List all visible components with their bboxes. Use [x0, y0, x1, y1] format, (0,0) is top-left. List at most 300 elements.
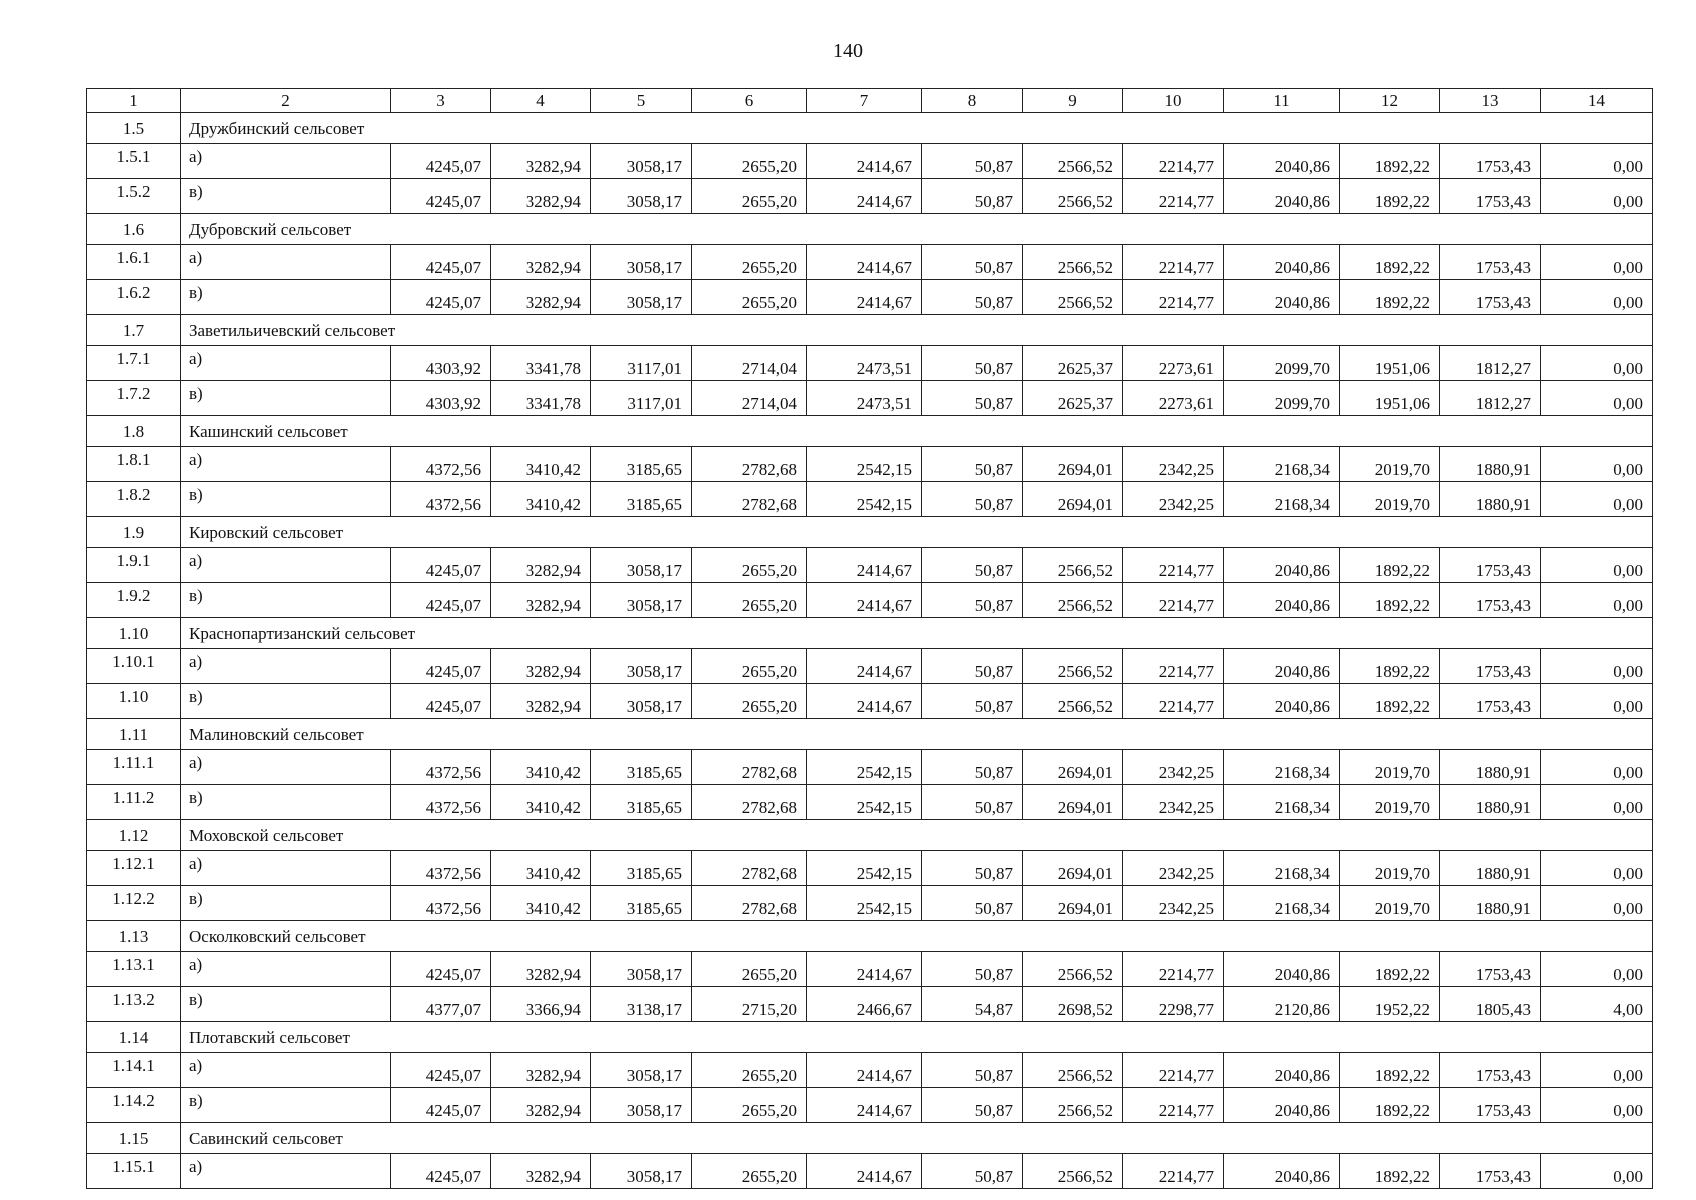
table-row — [87, 280, 1653, 315]
value-cell: 1892,22 — [1340, 649, 1440, 684]
value-cell: 2414,67 — [807, 144, 922, 179]
value-cell: 1880,91 — [1440, 886, 1541, 921]
value-cell: 2782,68 — [692, 482, 807, 517]
value-cell: 2655,20 — [692, 548, 807, 583]
table-row — [87, 987, 1653, 1022]
value-cell: 2414,67 — [807, 684, 922, 719]
row-label: в) — [181, 1088, 391, 1123]
value-cell: 50,87 — [922, 144, 1023, 179]
row-label: а) — [181, 1154, 391, 1189]
column-header: 4 — [491, 89, 591, 113]
value-cell: 0,00 — [1541, 886, 1653, 921]
value-cell: 2214,77 — [1123, 179, 1224, 214]
value-cell: 3282,94 — [491, 583, 591, 618]
value-cell: 2694,01 — [1023, 750, 1123, 785]
section-number: 1.10 — [87, 618, 181, 649]
section-row — [87, 416, 1653, 447]
value-cell: 3282,94 — [491, 280, 591, 315]
value-cell: 2214,77 — [1123, 1154, 1224, 1189]
value-cell: 1753,43 — [1440, 684, 1541, 719]
table-row — [87, 1154, 1653, 1189]
row-label: а) — [181, 245, 391, 280]
value-cell: 2566,52 — [1023, 144, 1123, 179]
row-label: а) — [181, 1053, 391, 1088]
value-cell: 2040,86 — [1224, 1088, 1340, 1123]
value-cell: 2566,52 — [1023, 952, 1123, 987]
value-cell: 50,87 — [922, 750, 1023, 785]
value-cell: 0,00 — [1541, 245, 1653, 280]
value-cell: 50,87 — [922, 952, 1023, 987]
value-cell: 1892,22 — [1340, 245, 1440, 280]
section-title: Моховской сельсовет — [181, 820, 1653, 851]
value-cell: 3341,78 — [491, 381, 591, 416]
value-cell: 3282,94 — [491, 245, 591, 280]
value-cell: 2566,52 — [1023, 583, 1123, 618]
column-header: 5 — [591, 89, 692, 113]
value-cell: 2714,04 — [692, 346, 807, 381]
value-cell: 4245,07 — [391, 548, 491, 583]
value-cell: 3282,94 — [491, 649, 591, 684]
value-cell: 1892,22 — [1340, 583, 1440, 618]
value-cell: 2040,86 — [1224, 548, 1340, 583]
value-cell: 50,87 — [922, 1154, 1023, 1189]
value-cell: 2019,70 — [1340, 750, 1440, 785]
table-row — [87, 750, 1653, 785]
table-row — [87, 548, 1653, 583]
value-cell: 2542,15 — [807, 750, 922, 785]
value-cell: 2214,77 — [1123, 1088, 1224, 1123]
section-number: 1.9 — [87, 517, 181, 548]
row-number: 1.14.1 — [87, 1053, 181, 1088]
value-cell: 50,87 — [922, 851, 1023, 886]
row-number: 1.11.2 — [87, 785, 181, 820]
section-title: Кашинский сельсовет — [181, 416, 1653, 447]
value-cell: 2168,34 — [1224, 886, 1340, 921]
value-cell: 2782,68 — [692, 785, 807, 820]
value-cell: 3058,17 — [591, 649, 692, 684]
value-cell: 50,87 — [922, 649, 1023, 684]
column-header: 11 — [1224, 89, 1340, 113]
value-cell: 0,00 — [1541, 346, 1653, 381]
value-cell: 3058,17 — [591, 583, 692, 618]
section-title: Краснопартизанский сельсовет — [181, 618, 1653, 649]
value-cell: 0,00 — [1541, 649, 1653, 684]
column-header: 1 — [87, 89, 181, 113]
section-row — [87, 214, 1653, 245]
row-number: 1.6.2 — [87, 280, 181, 315]
value-cell: 2782,68 — [692, 447, 807, 482]
value-cell: 4245,07 — [391, 179, 491, 214]
value-cell: 3058,17 — [591, 548, 692, 583]
row-label: а) — [181, 851, 391, 886]
value-cell: 4372,56 — [391, 750, 491, 785]
value-cell: 2342,25 — [1123, 750, 1224, 785]
value-cell: 2698,52 — [1023, 987, 1123, 1022]
value-cell: 2342,25 — [1123, 851, 1224, 886]
value-cell: 1880,91 — [1440, 482, 1541, 517]
value-cell: 1753,43 — [1440, 952, 1541, 987]
value-cell: 0,00 — [1541, 851, 1653, 886]
value-cell: 0,00 — [1541, 785, 1653, 820]
section-title: Малиновский сельсовет — [181, 719, 1653, 750]
value-cell: 2040,86 — [1224, 1154, 1340, 1189]
row-number: 1.7.2 — [87, 381, 181, 416]
row-label: в) — [181, 886, 391, 921]
value-cell: 3185,65 — [591, 482, 692, 517]
value-cell: 2655,20 — [692, 144, 807, 179]
value-cell: 2414,67 — [807, 1053, 922, 1088]
section-row — [87, 618, 1653, 649]
value-cell: 3410,42 — [491, 447, 591, 482]
value-cell: 2168,34 — [1224, 447, 1340, 482]
value-cell: 3282,94 — [491, 179, 591, 214]
value-cell: 1880,91 — [1440, 447, 1541, 482]
value-cell: 2782,68 — [692, 750, 807, 785]
value-cell: 2655,20 — [692, 280, 807, 315]
row-number: 1.11.1 — [87, 750, 181, 785]
value-cell: 4372,56 — [391, 785, 491, 820]
value-cell: 2040,86 — [1224, 952, 1340, 987]
value-cell: 4372,56 — [391, 851, 491, 886]
value-cell: 2040,86 — [1224, 179, 1340, 214]
value-cell: 2566,52 — [1023, 1088, 1123, 1123]
value-cell: 2342,25 — [1123, 447, 1224, 482]
column-header: 7 — [807, 89, 922, 113]
section-row — [87, 921, 1653, 952]
value-cell: 2214,77 — [1123, 1053, 1224, 1088]
table-body — [87, 89, 1653, 1189]
table-row — [87, 144, 1653, 179]
value-cell: 50,87 — [922, 381, 1023, 416]
row-number: 1.12.2 — [87, 886, 181, 921]
value-cell: 0,00 — [1541, 952, 1653, 987]
value-cell: 50,87 — [922, 280, 1023, 315]
value-cell: 2214,77 — [1123, 649, 1224, 684]
value-cell: 2466,67 — [807, 987, 922, 1022]
value-cell: 3410,42 — [491, 851, 591, 886]
section-row — [87, 1123, 1653, 1154]
value-cell: 1812,27 — [1440, 381, 1541, 416]
value-cell: 2414,67 — [807, 1154, 922, 1189]
value-cell: 2168,34 — [1224, 750, 1340, 785]
value-cell: 1892,22 — [1340, 179, 1440, 214]
value-cell: 3058,17 — [591, 684, 692, 719]
value-cell: 2214,77 — [1123, 245, 1224, 280]
column-header: 9 — [1023, 89, 1123, 113]
value-cell: 1753,43 — [1440, 245, 1541, 280]
value-cell: 0,00 — [1541, 684, 1653, 719]
value-cell: 1892,22 — [1340, 1154, 1440, 1189]
value-cell: 4303,92 — [391, 381, 491, 416]
row-number: 1.12.1 — [87, 851, 181, 886]
row-label: а) — [181, 952, 391, 987]
section-row — [87, 517, 1653, 548]
row-label: в) — [181, 381, 391, 416]
value-cell: 4245,07 — [391, 1154, 491, 1189]
value-cell: 2414,67 — [807, 548, 922, 583]
section-title: Плотавский сельсовет — [181, 1022, 1653, 1053]
value-cell: 1892,22 — [1340, 684, 1440, 719]
value-cell: 2214,77 — [1123, 583, 1224, 618]
table-row — [87, 886, 1653, 921]
value-cell: 2625,37 — [1023, 346, 1123, 381]
value-cell: 2414,67 — [807, 245, 922, 280]
value-cell: 1880,91 — [1440, 785, 1541, 820]
value-cell: 2694,01 — [1023, 447, 1123, 482]
section-row — [87, 719, 1653, 750]
value-cell: 2566,52 — [1023, 245, 1123, 280]
value-cell: 2040,86 — [1224, 144, 1340, 179]
table-row — [87, 179, 1653, 214]
section-number: 1.7 — [87, 315, 181, 346]
value-cell: 2040,86 — [1224, 649, 1340, 684]
row-label: а) — [181, 447, 391, 482]
value-cell: 50,87 — [922, 684, 1023, 719]
value-cell: 2655,20 — [692, 1053, 807, 1088]
value-cell: 4245,07 — [391, 1053, 491, 1088]
value-cell: 1880,91 — [1440, 851, 1541, 886]
row-label: в) — [181, 583, 391, 618]
value-cell: 2414,67 — [807, 952, 922, 987]
column-header: 2 — [181, 89, 391, 113]
value-cell: 1892,22 — [1340, 548, 1440, 583]
row-label: в) — [181, 482, 391, 517]
value-cell: 4245,07 — [391, 280, 491, 315]
value-cell: 0,00 — [1541, 447, 1653, 482]
value-cell: 2214,77 — [1123, 952, 1224, 987]
column-header: 10 — [1123, 89, 1224, 113]
value-cell: 2273,61 — [1123, 381, 1224, 416]
row-number: 1.13.2 — [87, 987, 181, 1022]
value-cell: 3117,01 — [591, 346, 692, 381]
row-number: 1.7.1 — [87, 346, 181, 381]
value-cell: 2214,77 — [1123, 684, 1224, 719]
value-cell: 50,87 — [922, 886, 1023, 921]
value-cell: 2019,70 — [1340, 785, 1440, 820]
value-cell: 3282,94 — [491, 684, 591, 719]
value-cell: 3282,94 — [491, 1154, 591, 1189]
value-cell: 2655,20 — [692, 952, 807, 987]
value-cell: 3410,42 — [491, 750, 591, 785]
section-title: Дружбинский сельсовет — [181, 113, 1653, 144]
value-cell: 2542,15 — [807, 482, 922, 517]
section-row — [87, 315, 1653, 346]
value-cell: 2342,25 — [1123, 482, 1224, 517]
value-cell: 3185,65 — [591, 886, 692, 921]
row-label: а) — [181, 346, 391, 381]
row-label: а) — [181, 548, 391, 583]
section-row — [87, 1022, 1653, 1053]
page-number: 140 — [833, 40, 863, 62]
value-cell: 1753,43 — [1440, 144, 1541, 179]
value-cell: 3282,94 — [491, 1088, 591, 1123]
value-cell: 0,00 — [1541, 548, 1653, 583]
value-cell: 2414,67 — [807, 179, 922, 214]
value-cell: 3282,94 — [491, 952, 591, 987]
value-cell: 2542,15 — [807, 886, 922, 921]
table-row — [87, 346, 1653, 381]
value-cell: 4245,07 — [391, 245, 491, 280]
value-cell: 3185,65 — [591, 785, 692, 820]
row-label: в) — [181, 280, 391, 315]
value-cell: 2298,77 — [1123, 987, 1224, 1022]
value-cell: 2099,70 — [1224, 346, 1340, 381]
row-number: 1.5.2 — [87, 179, 181, 214]
value-cell: 2542,15 — [807, 447, 922, 482]
value-cell: 50,87 — [922, 583, 1023, 618]
value-cell: 2655,20 — [692, 684, 807, 719]
value-cell: 2566,52 — [1023, 179, 1123, 214]
value-cell: 4,00 — [1541, 987, 1653, 1022]
value-cell: 50,87 — [922, 447, 1023, 482]
row-number: 1.15.1 — [87, 1154, 181, 1189]
value-cell: 2414,67 — [807, 649, 922, 684]
value-cell: 2414,67 — [807, 583, 922, 618]
value-cell: 3117,01 — [591, 381, 692, 416]
value-cell: 4245,07 — [391, 144, 491, 179]
value-cell: 2040,86 — [1224, 684, 1340, 719]
row-number: 1.8.2 — [87, 482, 181, 517]
value-cell: 2694,01 — [1023, 851, 1123, 886]
column-header: 8 — [922, 89, 1023, 113]
table-row — [87, 649, 1653, 684]
value-cell: 0,00 — [1541, 1053, 1653, 1088]
value-cell: 2214,77 — [1123, 548, 1224, 583]
table-row — [87, 851, 1653, 886]
row-number: 1.6.1 — [87, 245, 181, 280]
value-cell: 2655,20 — [692, 583, 807, 618]
value-cell: 1753,43 — [1440, 548, 1541, 583]
value-cell: 4377,07 — [391, 987, 491, 1022]
value-cell: 2782,68 — [692, 886, 807, 921]
value-cell: 2694,01 — [1023, 785, 1123, 820]
value-cell: 1753,43 — [1440, 649, 1541, 684]
value-cell: 3410,42 — [491, 785, 591, 820]
value-cell: 2625,37 — [1023, 381, 1123, 416]
section-number: 1.6 — [87, 214, 181, 245]
value-cell: 1892,22 — [1340, 1088, 1440, 1123]
value-cell: 2019,70 — [1340, 447, 1440, 482]
value-cell: 3410,42 — [491, 482, 591, 517]
row-number: 1.13.1 — [87, 952, 181, 987]
section-title: Дубровский сельсовет — [181, 214, 1653, 245]
value-cell: 50,87 — [922, 548, 1023, 583]
value-cell: 3282,94 — [491, 1053, 591, 1088]
value-cell: 2168,34 — [1224, 785, 1340, 820]
value-cell: 2473,51 — [807, 346, 922, 381]
value-cell: 0,00 — [1541, 583, 1653, 618]
value-cell: 2019,70 — [1340, 851, 1440, 886]
value-cell: 3058,17 — [591, 280, 692, 315]
value-cell: 3185,65 — [591, 750, 692, 785]
value-cell: 54,87 — [922, 987, 1023, 1022]
value-cell: 3282,94 — [491, 144, 591, 179]
value-cell: 2566,52 — [1023, 684, 1123, 719]
value-cell: 0,00 — [1541, 750, 1653, 785]
value-cell: 4245,07 — [391, 684, 491, 719]
table-row — [87, 447, 1653, 482]
row-number: 1.10 — [87, 684, 181, 719]
value-cell: 2566,52 — [1023, 649, 1123, 684]
value-cell: 1812,27 — [1440, 346, 1541, 381]
value-cell: 4303,92 — [391, 346, 491, 381]
section-number: 1.15 — [87, 1123, 181, 1154]
row-number: 1.5.1 — [87, 144, 181, 179]
row-label: в) — [181, 684, 391, 719]
section-row — [87, 820, 1653, 851]
value-cell: 50,87 — [922, 245, 1023, 280]
value-cell: 2566,52 — [1023, 280, 1123, 315]
value-cell: 4245,07 — [391, 583, 491, 618]
row-label: а) — [181, 750, 391, 785]
row-label: в) — [181, 179, 391, 214]
value-cell: 3058,17 — [591, 179, 692, 214]
value-cell: 2655,20 — [692, 1154, 807, 1189]
section-number: 1.8 — [87, 416, 181, 447]
value-cell: 2040,86 — [1224, 245, 1340, 280]
value-cell: 2040,86 — [1224, 280, 1340, 315]
value-cell: 3058,17 — [591, 952, 692, 987]
value-cell: 50,87 — [922, 785, 1023, 820]
value-cell: 50,87 — [922, 482, 1023, 517]
value-cell: 2566,52 — [1023, 1154, 1123, 1189]
value-cell: 0,00 — [1541, 1088, 1653, 1123]
table-row — [87, 684, 1653, 719]
value-cell: 2019,70 — [1340, 886, 1440, 921]
column-header: 3 — [391, 89, 491, 113]
value-cell: 50,87 — [922, 346, 1023, 381]
value-cell: 3058,17 — [591, 245, 692, 280]
value-cell: 2214,77 — [1123, 280, 1224, 315]
row-label: а) — [181, 144, 391, 179]
value-cell: 2342,25 — [1123, 785, 1224, 820]
table-row — [87, 1053, 1653, 1088]
column-header: 6 — [692, 89, 807, 113]
value-cell: 1892,22 — [1340, 1053, 1440, 1088]
value-cell: 1753,43 — [1440, 1154, 1541, 1189]
table-row — [87, 245, 1653, 280]
value-cell: 1805,43 — [1440, 987, 1541, 1022]
section-title: Савинский сельсовет — [181, 1123, 1653, 1154]
value-cell: 50,87 — [922, 1088, 1023, 1123]
row-label: в) — [181, 785, 391, 820]
value-cell: 0,00 — [1541, 144, 1653, 179]
value-cell: 2715,20 — [692, 987, 807, 1022]
value-cell: 2655,20 — [692, 245, 807, 280]
value-cell: 3058,17 — [591, 144, 692, 179]
value-cell: 2168,34 — [1224, 482, 1340, 517]
column-header-row — [87, 89, 1653, 113]
value-cell: 1753,43 — [1440, 1053, 1541, 1088]
value-cell: 1951,06 — [1340, 381, 1440, 416]
column-header: 13 — [1440, 89, 1541, 113]
value-cell: 2168,34 — [1224, 851, 1340, 886]
section-number: 1.13 — [87, 921, 181, 952]
value-cell: 3058,17 — [591, 1053, 692, 1088]
value-cell: 2214,77 — [1123, 144, 1224, 179]
value-cell: 2040,86 — [1224, 1053, 1340, 1088]
value-cell: 0,00 — [1541, 482, 1653, 517]
value-cell: 2694,01 — [1023, 482, 1123, 517]
table-row — [87, 583, 1653, 618]
value-cell: 4245,07 — [391, 1088, 491, 1123]
column-header: 12 — [1340, 89, 1440, 113]
value-cell: 0,00 — [1541, 381, 1653, 416]
value-cell: 1952,22 — [1340, 987, 1440, 1022]
table-row — [87, 482, 1653, 517]
row-number: 1.8.1 — [87, 447, 181, 482]
value-cell: 4245,07 — [391, 649, 491, 684]
